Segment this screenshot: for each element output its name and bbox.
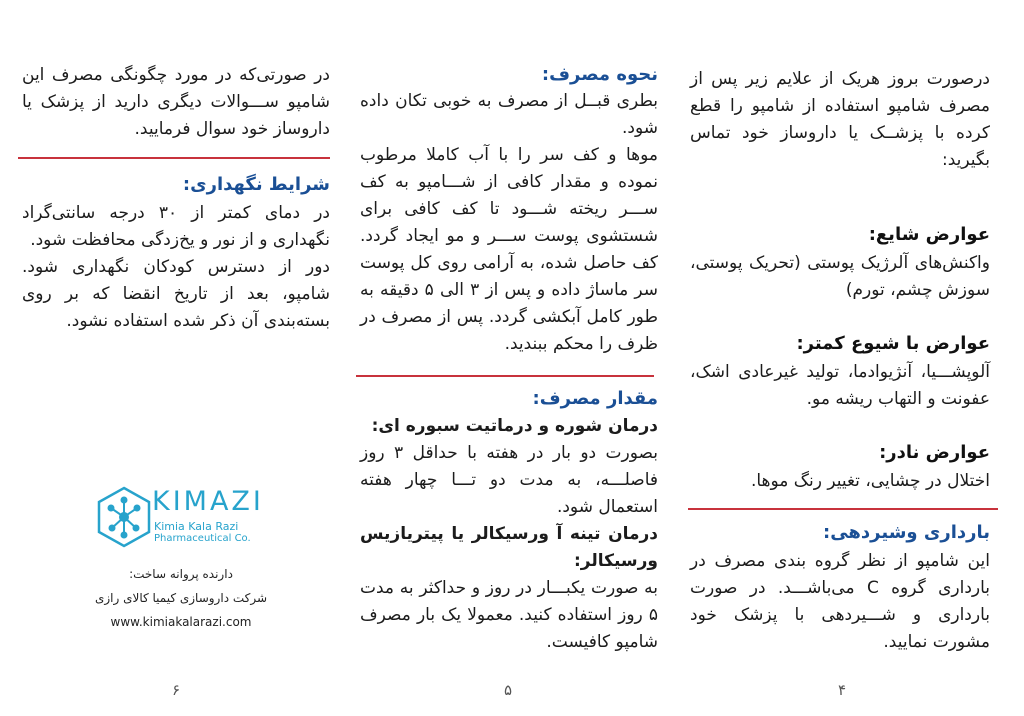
company-logo <box>96 486 266 548</box>
rare-side-effects-heading: عوارض نادر: <box>879 442 990 463</box>
less-common-side-effects-text: آلوپشـــیا، آنژیوادما، تولید غیرعادی اشک، عفونت و التهاب ریشه مو. <box>690 362 990 409</box>
pregnancy-text: این شامپو از نظر گروه بندی مصرف در بارداری گروه C می‌باشـــد. در صورت بارداری و شـــیردهی با پزشک خود مشورت نمایید. <box>690 551 991 652</box>
dandruff-text: بصورت دو بار در هفته با حداقل ۳ روز فاصلـــه، به مدت دو تـــا چهار هفته استعمال شود. <box>360 443 658 517</box>
logo-wordmark: KIMAZI <box>152 486 264 517</box>
rare-side-effects-text: اختلال در چشایی، تغییر رنگ موها. <box>750 471 990 491</box>
page-4-pregnancy <box>690 0 990 716</box>
common-side-effects-heading: عوارض شایع: <box>868 224 990 245</box>
dosage-text <box>360 413 658 656</box>
logo-company-type: Pharmaceutical Co. <box>154 533 251 544</box>
storage-text <box>22 200 330 335</box>
usage-heading: نحوه مصرف: <box>541 64 658 85</box>
questions-text: در صورتی‌که در مورد چگونگی مصرف این شامپو ســـوالات دیگری دارید از پزشک یا داروساز خود سوال فرمایید. <box>22 65 330 139</box>
logo-company-name: Kimia Kala Razi <box>154 520 239 533</box>
page-number-5: ۵ <box>503 681 513 699</box>
page-number-6: ۶ <box>171 681 181 699</box>
usage-paragraph-1: بطری قبــل از مصرف به خوبی تکان داده شود. <box>360 91 658 138</box>
dandruff-subheading: درمان شوره و درماتیت سبوره ای: <box>371 416 658 436</box>
license-holder-label: دارنده پروانه ساخت: <box>129 567 233 581</box>
tinea-text: به صورت یکبـــار در روز و حداکثر به مدت ۵ روز استفاده کنید. معمولا یک بار مصرف شامپو کافیست. <box>360 578 658 652</box>
less-common-side-effects-heading: عوارض با شیوع کمتر: <box>796 333 990 354</box>
storage-heading: شرایط نگهداری: <box>182 174 330 195</box>
tinea-subheading: درمان تینه آ ورسیکالر یا پیتریازیس ورسیکالر: <box>360 524 658 571</box>
storage-paragraph-1: در دمای کمتر از ۳۰ درجه سانتی‌گراد نگهداری و از نور و یخ‌زدگی محافظت شود. <box>22 203 330 250</box>
page-6-storage <box>22 0 330 716</box>
molecule-hexagon-icon <box>96 486 152 548</box>
dosage-heading: مقدار مصرف: <box>532 388 658 409</box>
storage-paragraph-2: دور از دسترس کودکان نگهداری شود. شامپو، بعد از تاریخ انقضا که بر روی بسته‌بندی آن ذکر شده استفاده نشود. <box>22 257 330 331</box>
page-5-dosage <box>360 0 658 716</box>
company-website-link[interactable]: www.kimiakalarazi.com <box>110 615 252 629</box>
pregnancy-heading: بارداری وشیردهی: <box>823 522 990 543</box>
usage-paragraph-2: موها و کف سر را با آب کاملا مرطوب نموده و مقدار کافی از شـــامپو به کف ســـر ریخته شـــود تا کف کافی برای شستشوی پوست ســـر و مو ایجاد گردد. کف حاصل شده، به آرامی روی کل پوست سر ماساژ داده و پس از ۳ الی ۵ دقیقه به طور کامل آبکشی گردد. پس از مصرف در ظرف را محکم ببندید. <box>360 145 658 354</box>
manufacturer-name: شرکت داروسازی کیمیا کالای رازی <box>94 591 268 605</box>
common-side-effects-text: واکنش‌های آلرژیک پوستی (تحریک پوستی، سوزش چشم، تورم) <box>690 253 990 300</box>
page-number-4: ۴ <box>837 681 847 699</box>
side-effects-intro: درصورت بروز هریک از علایم زیر پس از مصرف شامپو استفاده از شامپو را قطع کرده با پزشــک یا داروساز خود تماس بگیرید: <box>690 69 990 170</box>
